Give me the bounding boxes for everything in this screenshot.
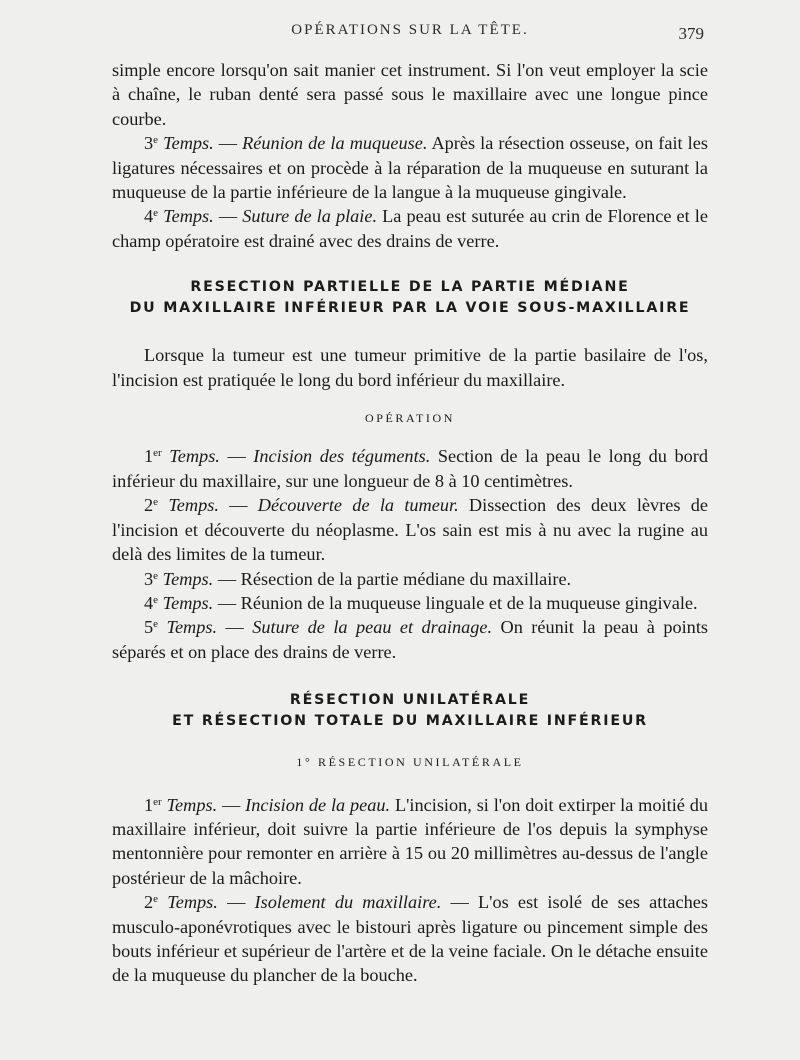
step-paragraph: 4e Temps. — Suture de la plaie. La peau est suturée au crin de Florence et le champ opératoire est drainé avec des drains de verre.	[112, 206, 708, 251]
paragraph: Lorsque la tumeur est une tumeur primitive de la partie basilaire de l'os, l'incision est pratiquée le long du bord inférieur du maxillaire.	[112, 345, 708, 390]
running-header: OPÉRATIONS SUR LA TÊTE.	[291, 22, 529, 38]
page-number: 379	[678, 24, 704, 43]
step-paragraph: 1er Temps. — Incision des téguments. Section de la peau le long du bord inférieur du maxillaire, sur une longueur de 8 à 10 centimètres.	[112, 446, 709, 491]
step-paragraph: 2e Temps. — Découverte de la tumeur. Dissection des deux lèvres de l'incision et découverte du néoplasme. L'os sain est mis à nu avec la rugine au delà des limites de la tumeur.	[112, 495, 708, 565]
page-body	[112, 58, 708, 988]
step-paragraph: 4e Temps. — Réunion de la muqueuse linguale et de la muqueuse gingivale.	[144, 592, 698, 613]
step-paragraph: 2e Temps. — Isolement du maxillaire. — L'os est isolé de ses attaches musculo-aponévrotiques avec le bistouri après ligature ou pincement simple des bouts inférieur et supérieur de l'artère et de la veine faciale. On le détache ensuite de la muqueuse du plancher de la bouche.	[112, 892, 708, 986]
subheading: 1° RÉSECTION UNILATÉRALE	[296, 755, 524, 770]
subheading: OPÉRATION	[364, 411, 456, 426]
section-title: ET RÉSECTION TOTALE DU MAXILLAIRE INFÉRIEUR	[172, 713, 648, 730]
section-title: DU MAXILLAIRE INFÉRIEUR PAR LA VOIE SOUS-MAXILLAIRE	[129, 300, 691, 317]
step-paragraph: 3e Temps. — Résection de la partie médiane du maxillaire.	[144, 568, 572, 589]
section-title: RÉSECTION UNILATÉRALE	[289, 692, 531, 709]
step-paragraph: 3e Temps. — Réunion de la muqueuse. Après la résection osseuse, on fait les ligatures nécessaires et on procède à la réparation de la muqueuse en suturant la muqueuse de la partie inférieure de la langue à la muqueuse gingivale.	[112, 133, 708, 203]
section-title: RESECTION PARTIELLE DE LA PARTIE MÉDIANE	[190, 279, 630, 296]
step-paragraph: 1er Temps. — Incision de la peau. L'incision, si l'on doit extirper la moitié du maxillaire inférieur, doit suivre la partie inférieure de l'os depuis la symphyse mentonnière pour remonter en arrière à 15 ou 20 millimètres au-dessus de l'angle postérieur de la mâchoire.	[112, 794, 708, 888]
paragraph: simple encore lorsqu'on sait manier cet instrument. Si l'on veut employer la scie à chaîne, le ruban denté sera passé sous le maxillaire avec une longue pince courbe.	[112, 60, 708, 129]
step-paragraph: 5e Temps. — Suture de la peau et drainage. On réunit la peau à points séparés et on place des drains de verre.	[112, 617, 709, 662]
